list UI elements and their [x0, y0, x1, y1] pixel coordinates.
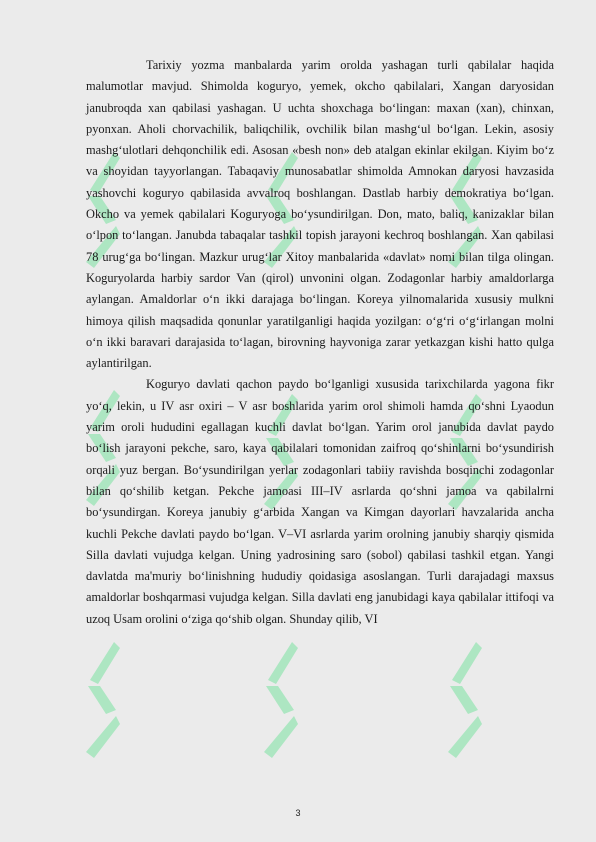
watermark-s-icon — [446, 640, 482, 760]
paragraph-2: Koguryo davlati qachon paydo bo‘lganligi xususida tarixchilarda yagona fikr yo‘q, lekin, u IV asr oxiri – V asr boshlarida yarim orol shimoli hamda qo‘shni Lyaodun yarim oroli hududini egallagan kuchli davlat bo‘lgan. Yarim orol janubida davlat paydo bo‘lish jarayoni pekche, saro, kaya qabilalari tomonidan zaifroq qo‘shinlarni bo‘ysundirish orqali yuz bergan. Bo‘ysundirilgan yerlar zodagonlari tabiiy ravishda bosqinchi zodagonlar bilan qo‘shilib ketgan. Pekche jamoasi III–IV asrlarda qo‘shni jamoa va qabilalrni bo‘ysundirgan. Koreya janubiy g‘arbida Xangan va Kimgan dayorlari havzalarida ancha kuchli Pekche davlati paydo bo‘lgan. V–VI asrlarda yarim orolning janubiy sharqiy qismida Silla davlati vujudga kelgan. Uning yadrosining saro (sobol) qabilasi tashkil etgan. Yangi davlatda ma'muriy bo‘linishning hududiy qoidasiga asoslangan. Turli darajadagi maxsus amaldorlar boshqarmasi vujudga kelgan. Silla davlati eng janubidagi kaya qabilalar ittifoqi va uzoq Usam orolini o‘ziga qo‘shib olgan. Shunday qilib, VI — [86, 377, 554, 626]
watermark-s-icon — [262, 640, 298, 760]
document-body — [86, 55, 554, 630]
watermark-s-icon — [84, 640, 120, 760]
paragraph-1: Tarixiy yozma manbalarda yarim orolda yashagan turli qabilalar haqida malumotlar mavjud. Shimolda koguryo, yemek, okcho qabilalari, Xangan daryosidan janubroqda xan qabilasi yashagan. U uchta shoxchaga bo‘lingan: maxan (xan), chinxan, pyonxan. Aholi chorvachilik, baliqchilik, ovchilik bilan mashg‘ul bo‘lgan. Lekin, asosiy mashg‘ulotlari dehqonchilik edi. Asosan «besh non» deb atalgan ekinlar ekilgan. Kiyim bo‘z va shoyidan tayyorlangan. Tabaqaviy munosabatlar shimolda Amnokan daryosi havzasida yashovchi koguryo qabilasida avvalroq boshlangan. Dastlab harbiy demokratiya bo‘lgan. Okcho va yemek qabilalari Koguryoga bo‘ysundirilgan. Don, mato, baliq, kanizaklar bilan o‘lpon to‘langan. Janubda tabaqalar tashkil topish jarayoni kechroq boshlangan. Xan qabilasi 78 urug‘ga bo‘lingan. Mazkur urug‘lar Xitoy manbalarida «davlat» nomi bilan tilga olingan. Koguryolarda harbiy sardor Van (qirol) unvonini olgan. Zodagonlar harbiy amaldorlarga aylangan. Amaldorlar o‘n ikki darajaga bo‘lingan. Koreya yilnomalarida xususiy mulkni himoya qilish maqsadida qonunlar yaratilganligi haqida yozilgan: o‘g‘ri o‘g‘irlangan molni o‘n ikki baravari darajasida to‘lagan, birovning hayvoniga zarar yetkazgan kishi hatto qulga aylantirilgan. — [86, 58, 554, 371]
page-number: 3 — [295, 808, 301, 818]
